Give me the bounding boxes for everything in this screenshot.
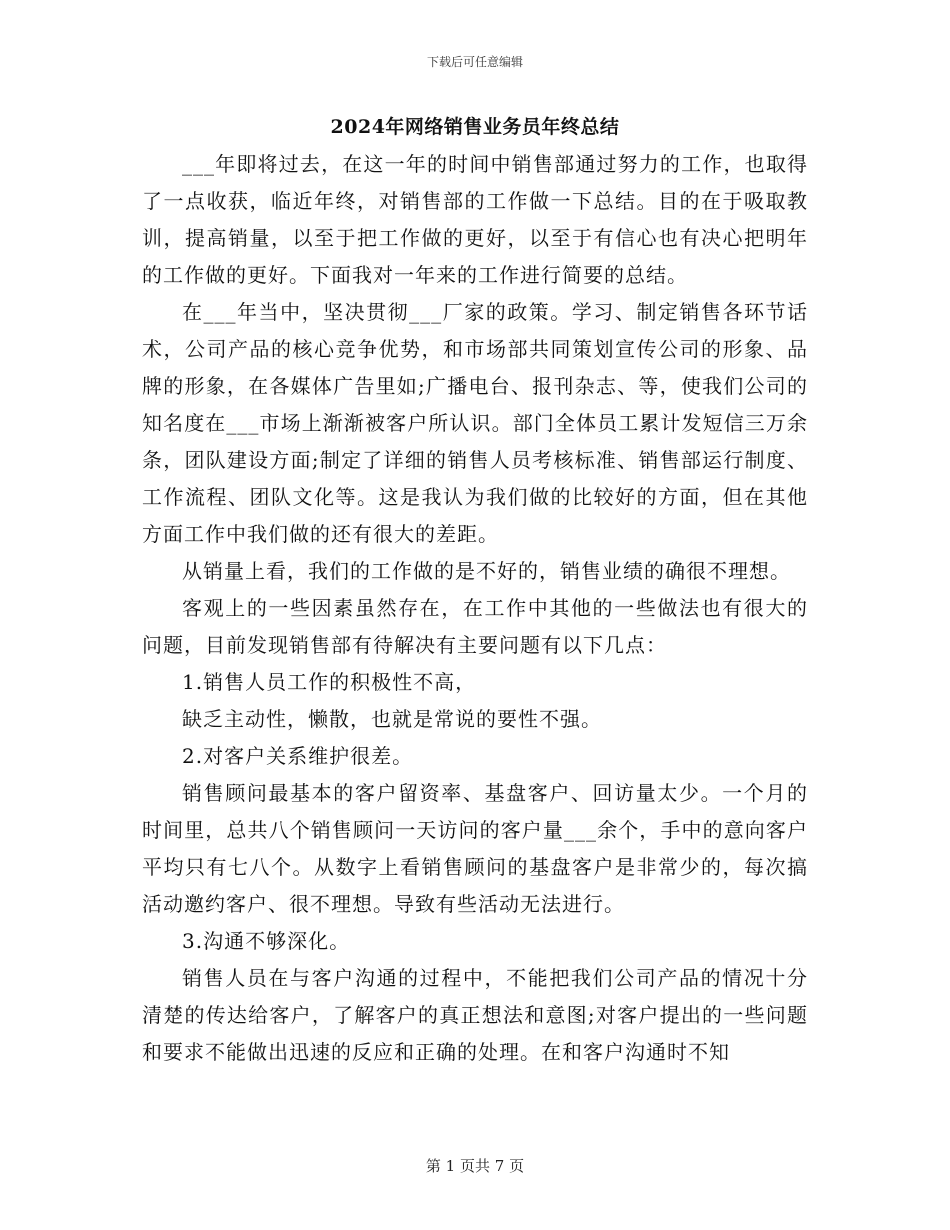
paragraph-policy: 在___年当中，坚决贯彻___厂家的政策。学习、制定销售各环节话术，公司产品的核心竞争优势，和市场部共同策划宣传公司的形象、品牌的形象，在各媒体广告里如;广播电台、报刊杂志、等，使我们公司的知名度在___市场上渐渐被客户所认识。部门全体员工累计发短信三万余条，团队建设方面;制定了详细的销售人员考核标准、销售部运行制度、工作流程、团队文化等。这是我认为我们做的比较好的方面，但在其他方面工作中我们做的还有很大的差距。	[142, 300, 808, 546]
paragraph-problems-intro: 客观上的一些因素虽然存在，在工作中其他的一些做法也有很大的问题，目前发现销售部有待解决有主要问题有以下几点：	[142, 596, 808, 657]
paragraph-point-1: 1.销售人员工作的积极性不高，	[182, 670, 477, 694]
paragraph-point-3: 3.沟通不够深化。	[182, 929, 351, 953]
document-body	[142, 146, 808, 1071]
paragraph-point-2: 2.对客户关系维护很差。	[182, 744, 414, 768]
document-title: 2024年网络销售业务员年终总结	[330, 116, 620, 138]
paragraph-intro: ___年即将过去，在这一年的时间中销售部通过努力的工作，也取得了一点收获，临近年终，对销售部的工作做一下总结。目的在于吸取教训，提高销量，以至于把工作做的更好，以至于有信心也有决心把明年的工作做的更好。下面我对一年来的工作进行简要的总结。	[142, 152, 808, 287]
paragraph-sales-volume: 从销量上看，我们的工作做的是不好的，销售业绩的确很不理想。	[182, 559, 791, 583]
page-number: 第 1 页共 7 页	[425, 1157, 525, 1175]
paragraph-point-2-detail: 销售顾问最基本的客户留资率、基盘客户、回访量太少。一个月的时间里，总共八个销售顾问一天访问的客户量___余个，手中的意向客户平均只有七八个。从数字上看销售顾问的基盘客户是非常少的，每次搞活动邀约客户、很不理想。导致有些活动无法进行。	[142, 781, 808, 916]
paragraph-point-3-detail: 销售人员在与客户沟通的过程中，不能把我们公司产品的情况十分清楚的传达给客户，了解客户的真正想法和意图;对客户提出的一些问题和要求不能做出迅速的反应和正确的处理。在和客户沟通时不知	[142, 966, 808, 1064]
header-note: 下载后可任意编辑	[426, 55, 523, 69]
paragraph-point-1-detail: 缺乏主动性，懒散，也就是常说的要性不强。	[182, 707, 602, 731]
